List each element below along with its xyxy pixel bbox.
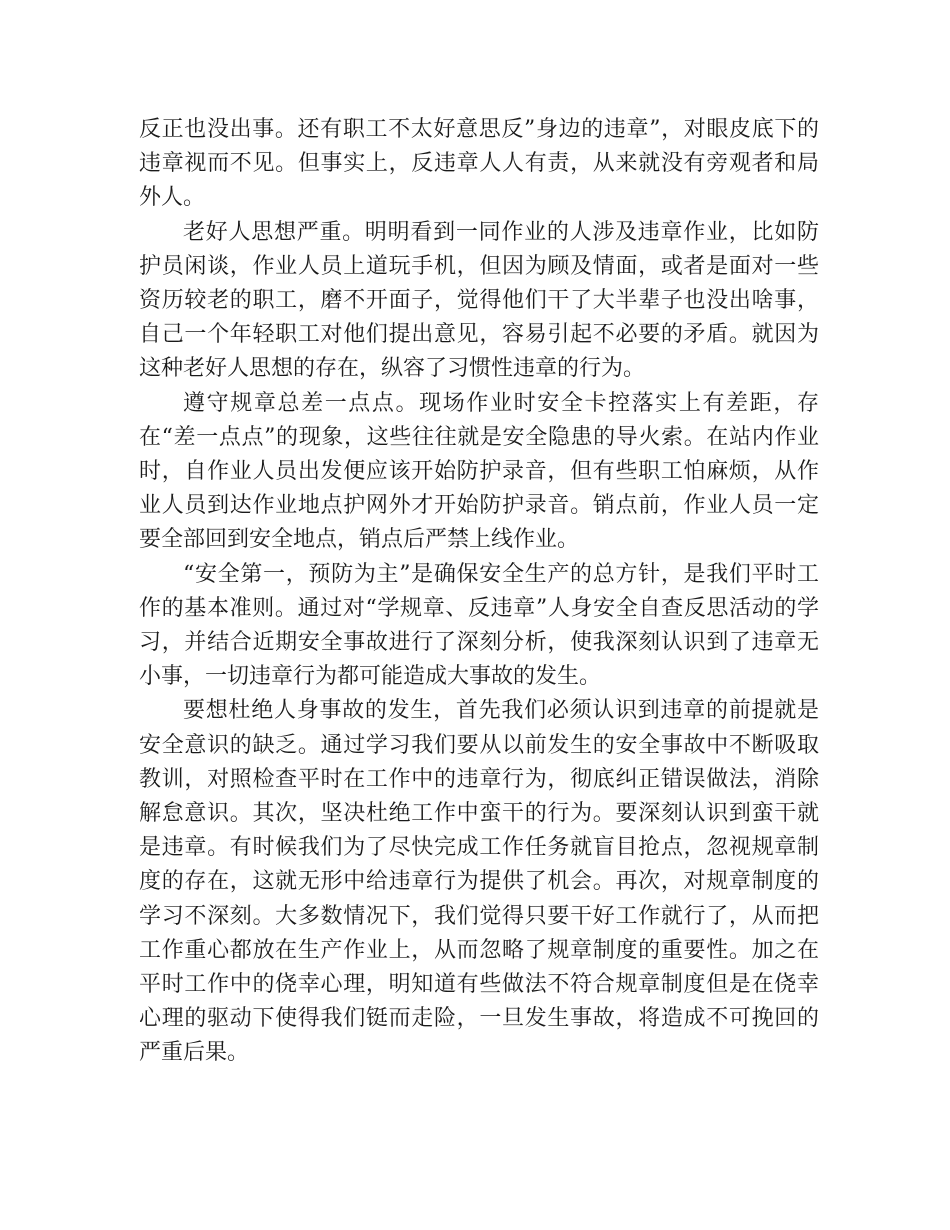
paragraph-prevent-accidents: 要想杜绝人身事故的发生，首先我们必须认识到违章的前提就是安全意识的缺乏。通过学习我们要从以前发生的安全事故中不断吸取教训，对照检查平时在工作中的违章行为，彻底纠正错误做法，消除解怠意识。其次，坚决杜绝工作中蛮干的行为。要深刻认识到蛮干就是违章。有时候我们为了尽快完成工作任务就盲目抢点，忽视规章制度的存在，这就无形中给违章行为提供了机会。再次，对规章制度的学习不深刻。大多数情况下，我们觉得只要干好工作就行了，从而把工作重心都放在生产作业上，从而忽略了规章制度的重要性。加之在平时工作中的侥幸心理，明知道有些做法不符合规章制度但是在侥幸心理的驱动下使得我们铤而走险，一旦发生事故，将造成不可挽回的严重后果。	[139, 698, 819, 1066]
paragraph-good-person-mindset: 老好人思想严重。明明看到一同作业的人涉及违章作业，比如防护员闲谈，作业人员上道玩手机，但因为顾及情面，或者是面对一些资历较老的职工，磨不开面子，觉得他们干了大半辈子也没出啥事，自己一个年轻职工对他们提出意见，容易引起不必要的矛盾。就因为这种老好人思想的存在，纵容了习惯性违章的行为。	[139, 219, 819, 382]
paragraph-continuation: 反正也没出事。还有职工不太好意思反”身边的违章”，对眼皮底下的违章视而不见。但事实上，反违章人人有责，从来就没有旁观者和局外人。	[139, 117, 819, 211]
paragraph-safety-first: “安全第一，预防为主”是确保安全生产的总方针，是我们平时工作的基本准则。通过对“学规章、反违章”人身安全自查反思活动的学习，并结合近期安全事故进行了深刻分析，使我深刻认识到了违章无小事，一切违章行为都可能造成大事故的发生。	[139, 561, 819, 690]
paragraph-compliance-gap: 遵守规章总差一点点。现场作业时安全卡控落实上有差距，存在“差一点点”的现象，这些往往就是安全隐患的导火索。在站内作业时，自作业人员出发便应该开始防护录音，但有些职工怕麻烦，从作业人员到达作业地点护网外才开始防护录音。销点前，作业人员一定要全部回到安全地点，销点后严禁上线作业。	[139, 390, 819, 553]
document-page	[139, 113, 819, 1071]
